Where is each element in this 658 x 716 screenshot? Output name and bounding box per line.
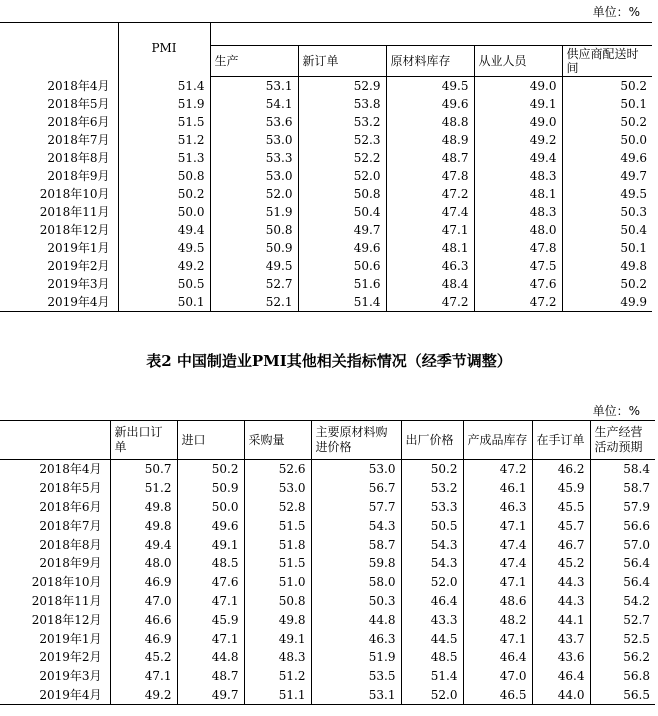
table-row: [0, 77, 652, 96]
table-cell: 52.2: [298, 149, 386, 167]
table-cell: 58.0: [311, 573, 401, 592]
table-cell: 48.5: [177, 554, 244, 573]
table-row: [0, 275, 652, 293]
table-cell: 51.9: [118, 95, 210, 113]
table-cell: 46.4: [463, 648, 532, 667]
table-cell: 49.8: [110, 498, 177, 517]
table-cell: 50.5: [401, 516, 463, 535]
row-label: 2018年10月: [31, 575, 102, 590]
table-cell: 52.0: [401, 686, 463, 705]
table-cell: 50.0: [118, 203, 210, 221]
table-cell: 50.8: [244, 592, 311, 611]
table-cell: 52.0: [401, 573, 463, 592]
table-cell: 46.9: [110, 629, 177, 648]
table-cell: 50.9: [210, 239, 298, 257]
table-cell: 48.0: [474, 221, 562, 239]
table-row: [0, 203, 652, 221]
table-cell: 48.6: [463, 592, 532, 611]
table-cell: 56.2: [590, 648, 655, 667]
table-cell: 44.8: [177, 648, 244, 667]
table-cell: 53.0: [311, 460, 401, 479]
table-cell: 43.7: [532, 629, 590, 648]
table-cell: 50.1: [562, 95, 652, 113]
table-cell: 49.0: [474, 113, 562, 131]
table-cell: 47.2: [474, 293, 562, 312]
table-cell: 49.9: [562, 293, 652, 312]
table-cell: 52.9: [298, 77, 386, 96]
table-cell: 50.2: [401, 460, 463, 479]
table-cell: 50.0: [562, 131, 652, 149]
table-cell: 54.2: [590, 592, 655, 611]
table2-header-output-prices: 出厂价格: [401, 421, 463, 460]
row-label: 2018年12月: [31, 612, 102, 627]
table-cell: 47.1: [463, 516, 532, 535]
row-label: 2018年10月: [39, 187, 110, 201]
table-cell: 50.1: [562, 239, 652, 257]
table-row: [0, 293, 652, 312]
table-cell: 53.3: [401, 498, 463, 517]
row-label: 2018年8月: [47, 151, 110, 165]
table-cell: 53.5: [311, 667, 401, 686]
table-row: [0, 686, 655, 705]
table-cell: 51.5: [244, 516, 311, 535]
table-cell: 49.5: [562, 185, 652, 203]
table-cell: 49.2: [474, 131, 562, 149]
table-cell: 46.5: [463, 686, 532, 705]
table-cell: 50.7: [110, 460, 177, 479]
row-label: 2018年8月: [39, 537, 102, 552]
table-cell: 47.4: [463, 535, 532, 554]
table1-header-production: 生产: [210, 46, 298, 77]
table-cell: 53.2: [298, 113, 386, 131]
table-cell: 49.2: [110, 686, 177, 705]
table-cell: 57.0: [590, 535, 655, 554]
table2-corner: [0, 421, 110, 460]
table-cell: 48.3: [474, 203, 562, 221]
table-cell: 45.2: [110, 648, 177, 667]
table-cell: 53.2: [401, 479, 463, 498]
table-cell: 53.1: [311, 686, 401, 705]
table1-header-supplier-delivery: 供应商配送时间: [562, 46, 652, 77]
table-cell: 50.8: [118, 167, 210, 185]
table2-header-finished-goods-inventory: 产成品库存: [463, 421, 532, 460]
table-cell: 44.3: [532, 592, 590, 611]
table-cell: 52.6: [244, 460, 311, 479]
table-cell: 47.2: [463, 460, 532, 479]
row-label: 2018年11月: [39, 205, 110, 219]
table-cell: 51.2: [118, 131, 210, 149]
table-cell: 57.9: [590, 498, 655, 517]
table1-corner: [0, 23, 118, 77]
table-cell: 50.2: [177, 460, 244, 479]
table-cell: 50.4: [298, 203, 386, 221]
table-cell: 48.3: [244, 648, 311, 667]
table-cell: 56.8: [590, 667, 655, 686]
table-cell: 48.7: [386, 149, 474, 167]
table-cell: 49.2: [118, 257, 210, 275]
table-cell: 51.1: [244, 686, 311, 705]
table-cell: 50.1: [118, 293, 210, 312]
table-row: [0, 149, 652, 167]
table-cell: 48.1: [474, 185, 562, 203]
row-label: 2019年3月: [47, 277, 110, 291]
table-cell: 50.8: [210, 221, 298, 239]
table-cell: 48.2: [463, 610, 532, 629]
table-cell: 49.7: [298, 221, 386, 239]
table-cell: 46.3: [311, 629, 401, 648]
table-row: [0, 460, 655, 479]
table-cell: 44.1: [532, 610, 590, 629]
table-cell: 49.4: [118, 221, 210, 239]
table-cell: 53.0: [244, 479, 311, 498]
table-cell: 51.5: [118, 113, 210, 131]
table-cell: 49.7: [562, 167, 652, 185]
table-cell: 47.8: [386, 167, 474, 185]
table-cell: 54.1: [210, 95, 298, 113]
table-cell: 50.2: [562, 275, 652, 293]
table-row: [0, 113, 652, 131]
table-cell: 50.4: [562, 221, 652, 239]
table-cell: 47.1: [177, 592, 244, 611]
row-label: 2018年7月: [39, 518, 102, 533]
table-cell: 47.4: [463, 554, 532, 573]
row-label: 2018年6月: [39, 499, 102, 514]
table-cell: 50.8: [298, 185, 386, 203]
table-row: [0, 648, 655, 667]
table-cell: 53.1: [210, 77, 298, 96]
table-cell: 45.9: [532, 479, 590, 498]
table-cell: 44.8: [311, 610, 401, 629]
table-cell: 49.7: [177, 686, 244, 705]
table-cell: 52.7: [210, 275, 298, 293]
table2-header-new-export-orders: 新出口订单: [110, 421, 177, 460]
table-cell: 58.4: [590, 460, 655, 479]
table-cell: 51.9: [210, 203, 298, 221]
row-label: 2018年7月: [47, 133, 110, 147]
table-cell: 51.9: [311, 648, 401, 667]
table2-header-business-expectations: 生产经营活动预期: [590, 421, 655, 460]
table-row: [0, 667, 655, 686]
table-row: [0, 479, 655, 498]
table-cell: 48.5: [401, 648, 463, 667]
row-label: 2019年2月: [39, 650, 102, 665]
table-row: [0, 573, 655, 592]
table-cell: 46.4: [532, 667, 590, 686]
table-cell: 59.8: [311, 554, 401, 573]
table-cell: 52.0: [210, 185, 298, 203]
table-cell: 53.0: [210, 131, 298, 149]
row-label: 2018年11月: [31, 593, 102, 608]
table-row: [0, 185, 652, 203]
table-cell: 52.1: [210, 293, 298, 312]
table-cell: 50.3: [311, 592, 401, 611]
table-cell: 49.6: [177, 516, 244, 535]
table-cell: 58.7: [311, 535, 401, 554]
pmi-subindex-table: [0, 22, 652, 312]
row-label: 2018年12月: [39, 223, 110, 237]
table-cell: 47.6: [474, 275, 562, 293]
table-cell: 48.8: [386, 113, 474, 131]
table-cell: 44.3: [532, 573, 590, 592]
row-label: 2018年4月: [39, 462, 102, 477]
table-row: [0, 592, 655, 611]
table-cell: 47.0: [110, 592, 177, 611]
table-row: [0, 629, 655, 648]
table-cell: 49.6: [386, 95, 474, 113]
table-cell: 52.8: [244, 498, 311, 517]
table-row: [0, 239, 652, 257]
table-cell: 51.0: [244, 573, 311, 592]
table2-header-imports: 进口: [177, 421, 244, 460]
table-cell: 53.3: [210, 149, 298, 167]
table-cell: 51.2: [110, 479, 177, 498]
table-cell: 49.5: [386, 77, 474, 96]
table-cell: 49.5: [118, 239, 210, 257]
row-label: 2019年4月: [47, 295, 110, 309]
table-cell: 48.9: [386, 131, 474, 149]
table1-header-raw-material-inventory: 原材料库存: [386, 46, 474, 77]
table-cell: 46.7: [532, 535, 590, 554]
table-cell: 51.8: [244, 535, 311, 554]
table-row: [0, 554, 655, 573]
table-cell: 48.0: [110, 554, 177, 573]
row-label: 2018年5月: [47, 97, 110, 111]
row-label: 2019年1月: [39, 631, 102, 646]
table-cell: 49.4: [474, 149, 562, 167]
table-cell: 53.8: [298, 95, 386, 113]
table-cell: 44.0: [532, 686, 590, 705]
table-cell: 51.5: [244, 554, 311, 573]
table-row: [0, 516, 655, 535]
table-cell: 49.1: [474, 95, 562, 113]
table2-header-backlog-orders: 在手订单: [532, 421, 590, 460]
table-cell: 48.1: [386, 239, 474, 257]
table-cell: 43.6: [532, 648, 590, 667]
table-cell: 54.3: [401, 535, 463, 554]
table-cell: 45.7: [532, 516, 590, 535]
table-cell: 51.4: [118, 77, 210, 96]
table-cell: 47.8: [474, 239, 562, 257]
table2-unit: 单位：%: [592, 404, 640, 418]
table-cell: 47.1: [386, 221, 474, 239]
table-cell: 44.5: [401, 629, 463, 648]
table-cell: 48.7: [177, 667, 244, 686]
table-cell: 47.2: [386, 185, 474, 203]
table-cell: 46.3: [386, 257, 474, 275]
table-cell: 51.3: [118, 149, 210, 167]
table1-header-employment: 从业人员: [474, 46, 562, 77]
table-row: [0, 167, 652, 185]
table-cell: 56.5: [590, 686, 655, 705]
table-cell: 47.1: [463, 573, 532, 592]
table-cell: 46.6: [110, 610, 177, 629]
table-cell: 50.9: [177, 479, 244, 498]
table-cell: 53.6: [210, 113, 298, 131]
table-cell: 56.7: [311, 479, 401, 498]
table-cell: 57.7: [311, 498, 401, 517]
table-cell: 46.3: [463, 498, 532, 517]
table1-unit: 单位：%: [592, 5, 640, 19]
table-cell: 49.6: [562, 149, 652, 167]
table-cell: 50.2: [562, 113, 652, 131]
row-label: 2018年4月: [47, 78, 110, 93]
table-cell: 52.5: [590, 629, 655, 648]
table-cell: 49.5: [210, 257, 298, 275]
table-cell: 47.5: [474, 257, 562, 275]
row-label: 2018年5月: [39, 481, 102, 496]
table-cell: 51.2: [244, 667, 311, 686]
table-cell: 56.4: [590, 554, 655, 573]
table-cell: 49.6: [298, 239, 386, 257]
table-row: [0, 535, 655, 554]
table2-title: 表2 中国制造业PMI其他相关指标情况（经季节调整）: [146, 352, 512, 370]
table-cell: 52.0: [298, 167, 386, 185]
table-cell: 53.0: [210, 167, 298, 185]
table-cell: 49.1: [244, 629, 311, 648]
table-cell: 51.4: [298, 293, 386, 312]
table-cell: 47.2: [386, 293, 474, 312]
row-label: 2019年2月: [47, 259, 110, 273]
table-row: [0, 131, 652, 149]
table-row: [0, 610, 655, 629]
row-label: 2019年4月: [39, 687, 102, 702]
table-row: [0, 257, 652, 275]
table1-header-group: [210, 23, 652, 46]
table-cell: 49.8: [110, 516, 177, 535]
table-cell: 50.5: [118, 275, 210, 293]
row-label: 2018年9月: [39, 556, 102, 571]
table-cell: 58.7: [590, 479, 655, 498]
row-label: 2018年9月: [47, 169, 110, 183]
table-cell: 51.6: [298, 275, 386, 293]
row-label: 2019年3月: [39, 669, 102, 684]
table2-header-input-prices: 主要原材料购进价格: [311, 421, 401, 460]
table-cell: 48.4: [386, 275, 474, 293]
table-row: [0, 221, 652, 239]
table-cell: 50.2: [118, 185, 210, 203]
table-cell: 43.3: [401, 610, 463, 629]
table-row: [0, 498, 655, 517]
table-cell: 56.4: [590, 573, 655, 592]
table-cell: 45.5: [532, 498, 590, 517]
table-cell: 47.1: [177, 629, 244, 648]
table-cell: 54.3: [401, 554, 463, 573]
table-cell: 54.3: [311, 516, 401, 535]
table-cell: 49.8: [244, 610, 311, 629]
table-cell: 49.0: [474, 77, 562, 96]
table-row: [0, 95, 652, 113]
table-cell: 46.9: [110, 573, 177, 592]
table-cell: 51.4: [401, 667, 463, 686]
table-cell: 50.3: [562, 203, 652, 221]
table-cell: 46.1: [463, 479, 532, 498]
table-cell: 48.3: [474, 167, 562, 185]
table-cell: 46.2: [532, 460, 590, 479]
table-cell: 45.9: [177, 610, 244, 629]
table1-header-new-orders: 新订单: [298, 46, 386, 77]
table-cell: 47.0: [463, 667, 532, 686]
table2-header-purchase-quantity: 采购量: [244, 421, 311, 460]
table-cell: 49.1: [177, 535, 244, 554]
table-cell: 47.1: [463, 629, 532, 648]
table-cell: 52.7: [590, 610, 655, 629]
table-cell: 49.8: [562, 257, 652, 275]
table-cell: 47.6: [177, 573, 244, 592]
table-cell: 50.0: [177, 498, 244, 517]
table-cell: 56.6: [590, 516, 655, 535]
table-cell: 46.4: [401, 592, 463, 611]
table-cell: 45.2: [532, 554, 590, 573]
table-cell: 49.4: [110, 535, 177, 554]
table1-header-pmi: PMI: [118, 23, 210, 77]
row-label: 2018年6月: [47, 115, 110, 129]
pmi-other-indicators-table: [0, 420, 655, 705]
table-cell: 52.3: [298, 131, 386, 149]
row-label: 2019年1月: [47, 241, 110, 255]
table-cell: 47.1: [110, 667, 177, 686]
table-cell: 50.6: [298, 257, 386, 275]
table-cell: 47.4: [386, 203, 474, 221]
table-cell: 50.2: [562, 77, 652, 96]
